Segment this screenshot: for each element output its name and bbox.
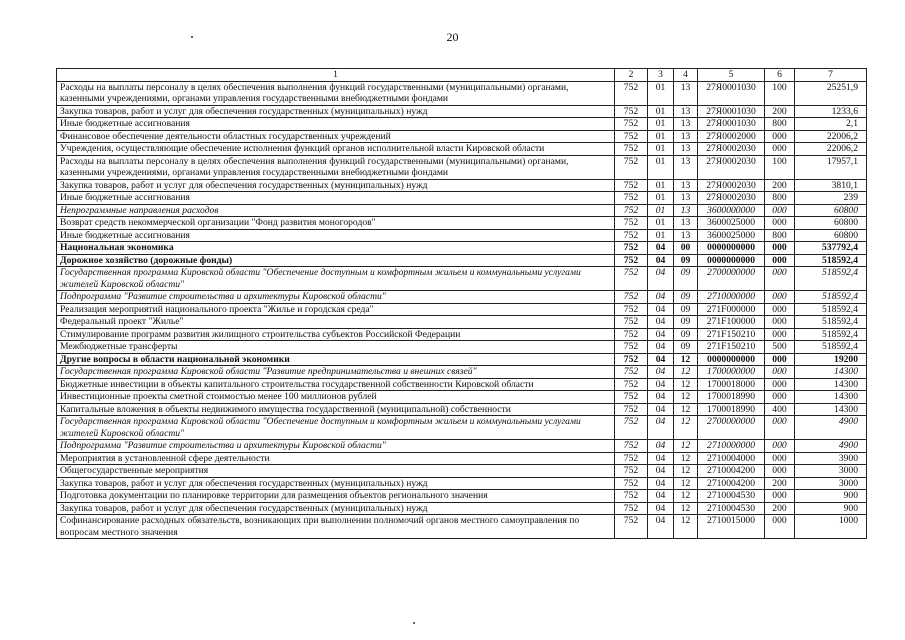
table-body	[57, 69, 867, 539]
table-row	[57, 179, 867, 192]
cell-name: Федеральный проект "Жилье"	[57, 316, 615, 329]
cell-sum: 14300	[795, 378, 867, 391]
cell-sum: 17957,1	[795, 155, 867, 179]
cell-sum: 14300	[795, 366, 867, 379]
cell-name: Расходы на выплаты персоналу в целях обеспечения выполнения функций государственными (муниципальными) органами, казенными учреждениями, органами управления государственными внебюджетными фондами	[57, 81, 615, 105]
cell-sum: 60800	[795, 229, 867, 242]
cell-vr: 000	[765, 452, 795, 465]
cell-name: Государственная программа Кировской области "Обеспечение доступным и комфортным жильем и коммунальными услугами жителей Кировской области"	[57, 416, 615, 440]
cell-rz: 01	[648, 155, 674, 179]
cell-sum: 4900	[795, 416, 867, 440]
cell-pr: 12	[674, 515, 698, 539]
cell-gr: 752	[615, 81, 648, 105]
cell-pr: 12	[674, 490, 698, 503]
table-row	[57, 130, 867, 143]
cell-vr: 000	[765, 242, 795, 255]
table-row	[57, 229, 867, 242]
cell-rz: 04	[648, 440, 674, 453]
cell-rz: 01	[648, 179, 674, 192]
cell-vr: 000	[765, 291, 795, 304]
cell-rz: 04	[648, 490, 674, 503]
cell-sum: 60800	[795, 204, 867, 217]
cell-csr: 0000000000	[698, 254, 765, 267]
cell-csr: 1700000000	[698, 366, 765, 379]
cell-sum: 518592,4	[795, 254, 867, 267]
cell-sum: 3000	[795, 477, 867, 490]
cell-rz: 04	[648, 353, 674, 366]
cell-vr: 000	[765, 143, 795, 156]
cell-rz: 01	[648, 81, 674, 105]
cell-rz: 01	[648, 192, 674, 205]
cell-vr: 200	[765, 179, 795, 192]
cell-vr: 000	[765, 254, 795, 267]
cell-gr: 752	[615, 242, 648, 255]
cell-rz: 04	[648, 341, 674, 354]
cell-name: Закупка товаров, работ и услуг для обеспечения государственных (муниципальных) нужд	[57, 502, 615, 515]
table-row	[57, 515, 867, 539]
table-row	[57, 118, 867, 131]
cell-vr: 000	[765, 416, 795, 440]
cell-csr: 2710015000	[698, 515, 765, 539]
cell-vr: 000	[765, 328, 795, 341]
cell-gr: 752	[615, 502, 648, 515]
cell-csr: 2710004200	[698, 465, 765, 478]
cell-gr: 752	[615, 291, 648, 304]
cell-vr: 500	[765, 341, 795, 354]
cell-pr: 12	[674, 502, 698, 515]
cell-vr: 100	[765, 81, 795, 105]
cell-pr: 13	[674, 130, 698, 143]
cell-rz: 04	[648, 515, 674, 539]
cell-rz: 01	[648, 130, 674, 143]
cell-pr: 13	[674, 155, 698, 179]
cell-rz: 04	[648, 403, 674, 416]
cell-gr: 752	[615, 416, 648, 440]
cell-name: Расходы на выплаты персоналу в целях обеспечения выполнения функций государственными (муниципальными) органами, казенными учреждениями, органами управления государственными внебюджетными фондами	[57, 155, 615, 179]
cell-gr: 752	[615, 217, 648, 230]
cell-csr: 27Я0001030	[698, 118, 765, 131]
table-row	[57, 366, 867, 379]
cell-gr: 752	[615, 316, 648, 329]
table-row	[57, 440, 867, 453]
cell-rz: 04	[648, 303, 674, 316]
cell-gr: 752	[615, 179, 648, 192]
cell-name: Дорожное хозяйство (дорожные фонды)	[57, 254, 615, 267]
cell-rz: 04	[648, 465, 674, 478]
cell-sum: 3000	[795, 465, 867, 478]
cell-csr: 2700000000	[698, 267, 765, 291]
table-row	[57, 452, 867, 465]
cell-name: Учреждения, осуществляющие обеспечение исполнения функций органов исполнительной власти Кировской области	[57, 143, 615, 156]
cell-sum: 518592,4	[795, 267, 867, 291]
cell-gr: 752	[615, 303, 648, 316]
cell-gr: 752	[615, 118, 648, 131]
cell-name: Другие вопросы в области национальной экономики	[57, 353, 615, 366]
cell-sum: 518592,4	[795, 328, 867, 341]
table-row	[57, 353, 867, 366]
cell-csr: 27Я0002000	[698, 130, 765, 143]
cell-sum: 518592,4	[795, 303, 867, 316]
cell-csr: 271F100000	[698, 316, 765, 329]
cell-name: Закупка товаров, работ и услуг для обеспечения государственных (муниципальных) нужд	[57, 105, 615, 118]
table-row	[57, 403, 867, 416]
table-row	[57, 465, 867, 478]
scan-speck	[191, 36, 193, 38]
cell-sum: 60800	[795, 217, 867, 230]
cell-pr: 12	[674, 366, 698, 379]
cell-csr: 27Я0001030	[698, 81, 765, 105]
cell-rz: 04	[648, 378, 674, 391]
cell-vr: 200	[765, 477, 795, 490]
cell-name: Инвестиционные проекты сметной стоимостью менее 100 миллионов рублей	[57, 391, 615, 404]
page-number: 20	[446, 30, 459, 44]
cell-rz: 01	[648, 217, 674, 230]
cell-name: Закупка товаров, работ и услуг для обеспечения государственных (муниципальных) нужд	[57, 179, 615, 192]
table-row	[57, 502, 867, 515]
cell-sum: 900	[795, 502, 867, 515]
cell-vr: 000	[765, 303, 795, 316]
cell-name: Капитальные вложения в объекты недвижимого имущества государственной (муниципальной) собственности	[57, 403, 615, 416]
cell-gr: 752	[615, 143, 648, 156]
cell-pr: 09	[674, 316, 698, 329]
cell-gr: 752	[615, 378, 648, 391]
cell-vr: 800	[765, 229, 795, 242]
cell-vr: 000	[765, 316, 795, 329]
cell-pr: 13	[674, 217, 698, 230]
cell-name: Иные бюджетные ассигнования	[57, 229, 615, 242]
cell-vr: 400	[765, 403, 795, 416]
cell-pr: 13	[674, 81, 698, 105]
cell-name: Национальная экономика	[57, 242, 615, 255]
cell-pr: 12	[674, 391, 698, 404]
cell-name: Стимулирование программ развития жилищного строительства субъектов Российской Федерации	[57, 328, 615, 341]
cell-vr: 000	[765, 465, 795, 478]
cell-name: Подпрограмма "Развитие строительства и архитектуры Кировской области"	[57, 440, 615, 453]
cell-sum: 518592,4	[795, 316, 867, 329]
cell-rz: 01	[648, 204, 674, 217]
cell-pr: 09	[674, 254, 698, 267]
table-row	[57, 155, 867, 179]
header-cell-name: 1	[57, 69, 615, 82]
cell-pr: 09	[674, 291, 698, 304]
cell-csr: 2710000000	[698, 440, 765, 453]
cell-csr: 1700018000	[698, 378, 765, 391]
cell-pr: 09	[674, 303, 698, 316]
cell-sum: 14300	[795, 403, 867, 416]
cell-rz: 01	[648, 143, 674, 156]
cell-name: Софинансирование расходных обязательств, возникающих при выполнении полномочий органов местного самоуправления по вопросам местного значения	[57, 515, 615, 539]
cell-csr: 27Я0002030	[698, 179, 765, 192]
cell-gr: 752	[615, 515, 648, 539]
cell-rz: 04	[648, 254, 674, 267]
table-row	[57, 477, 867, 490]
table-row	[57, 254, 867, 267]
cell-vr: 800	[765, 192, 795, 205]
cell-sum: 900	[795, 490, 867, 503]
table-row	[57, 267, 867, 291]
cell-pr: 12	[674, 477, 698, 490]
table-row	[57, 143, 867, 156]
table-row	[57, 490, 867, 503]
cell-gr: 752	[615, 229, 648, 242]
table-row	[57, 378, 867, 391]
cell-sum: 22006,2	[795, 143, 867, 156]
cell-gr: 752	[615, 403, 648, 416]
cell-rz: 04	[648, 291, 674, 304]
cell-pr: 09	[674, 341, 698, 354]
cell-sum: 2,1	[795, 118, 867, 131]
cell-csr: 271F150210	[698, 341, 765, 354]
cell-rz: 04	[648, 328, 674, 341]
cell-vr: 200	[765, 105, 795, 118]
cell-pr: 13	[674, 192, 698, 205]
cell-rz: 04	[648, 477, 674, 490]
cell-vr: 100	[765, 155, 795, 179]
cell-gr: 752	[615, 155, 648, 179]
cell-gr: 752	[615, 440, 648, 453]
cell-csr: 3600025000	[698, 217, 765, 230]
cell-pr: 13	[674, 179, 698, 192]
cell-gr: 752	[615, 341, 648, 354]
cell-vr: 200	[765, 502, 795, 515]
cell-name: Возврат средств некоммерческой организации "Фонд развития моногородов"	[57, 217, 615, 230]
cell-sum: 25251,9	[795, 81, 867, 105]
cell-csr: 2710004200	[698, 477, 765, 490]
cell-vr: 000	[765, 490, 795, 503]
table-row	[57, 341, 867, 354]
cell-name: Подпрограмма "Развитие строительства и архитектуры Кировской области"	[57, 291, 615, 304]
table-row	[57, 391, 867, 404]
table-row	[57, 316, 867, 329]
cell-rz: 04	[648, 391, 674, 404]
table-row	[57, 328, 867, 341]
cell-name: Межбюджетные трансферты	[57, 341, 615, 354]
cell-rz: 04	[648, 416, 674, 440]
table-row	[57, 204, 867, 217]
table-row	[57, 217, 867, 230]
cell-pr: 00	[674, 242, 698, 255]
cell-gr: 752	[615, 465, 648, 478]
cell-vr: 000	[765, 267, 795, 291]
cell-vr: 000	[765, 515, 795, 539]
cell-gr: 752	[615, 254, 648, 267]
cell-pr: 12	[674, 465, 698, 478]
cell-pr: 13	[674, 118, 698, 131]
cell-name: Финансовое обеспечение деятельности областных государственных учреждений	[57, 130, 615, 143]
cell-csr: 2700000000	[698, 416, 765, 440]
cell-vr: 000	[765, 204, 795, 217]
cell-csr: 27Я0002030	[698, 192, 765, 205]
cell-sum: 19200	[795, 353, 867, 366]
cell-pr: 12	[674, 440, 698, 453]
table-row	[57, 303, 867, 316]
cell-pr: 13	[674, 105, 698, 118]
cell-rz: 01	[648, 118, 674, 131]
cell-gr: 752	[615, 204, 648, 217]
cell-name: Бюджетные инвестиции в объекты капитального строительства государственной собственности Кировской области	[57, 378, 615, 391]
cell-rz: 04	[648, 242, 674, 255]
cell-csr: 27Я0002030	[698, 143, 765, 156]
header-cell-csr: 5	[698, 69, 765, 82]
cell-sum: 3810,1	[795, 179, 867, 192]
table-row	[57, 192, 867, 205]
cell-csr: 271F150210	[698, 328, 765, 341]
cell-sum: 3900	[795, 452, 867, 465]
cell-gr: 752	[615, 192, 648, 205]
cell-sum: 518592,4	[795, 291, 867, 304]
table-row	[57, 291, 867, 304]
cell-sum: 518592,4	[795, 341, 867, 354]
cell-vr: 000	[765, 353, 795, 366]
header-cell-gr: 2	[615, 69, 648, 82]
cell-vr: 000	[765, 440, 795, 453]
cell-gr: 752	[615, 328, 648, 341]
header-cell-sum: 7	[795, 69, 867, 82]
cell-rz: 04	[648, 316, 674, 329]
cell-pr: 09	[674, 267, 698, 291]
cell-rz: 04	[648, 452, 674, 465]
cell-pr: 13	[674, 204, 698, 217]
cell-csr: 271F000000	[698, 303, 765, 316]
table-row	[57, 242, 867, 255]
table-row	[57, 416, 867, 440]
cell-name: Закупка товаров, работ и услуг для обеспечения государственных (муниципальных) нужд	[57, 477, 615, 490]
cell-pr: 13	[674, 229, 698, 242]
cell-sum: 1000	[795, 515, 867, 539]
cell-pr: 12	[674, 403, 698, 416]
cell-pr: 12	[674, 452, 698, 465]
cell-name: Общегосударственные мероприятия	[57, 465, 615, 478]
cell-sum: 239	[795, 192, 867, 205]
header-cell-vr: 6	[765, 69, 795, 82]
cell-sum: 537792,4	[795, 242, 867, 255]
cell-gr: 752	[615, 477, 648, 490]
cell-name: Государственная программа Кировской области "Обеспечение доступным и комфортным жильем и коммунальными услугами жителей Кировской области"	[57, 267, 615, 291]
table-row	[57, 105, 867, 118]
cell-csr: 1700018990	[698, 403, 765, 416]
cell-csr: 27Я0002030	[698, 155, 765, 179]
cell-sum: 1233,6	[795, 105, 867, 118]
header-cell-pr: 4	[674, 69, 698, 82]
cell-name: Подготовка документации по планировке территории для размещения объектов регионального значения	[57, 490, 615, 503]
cell-sum: 14300	[795, 391, 867, 404]
cell-csr: 2710000000	[698, 291, 765, 304]
cell-csr: 1700018990	[698, 391, 765, 404]
cell-name: Реализация мероприятий национального проекта "Жилье и городская среда"	[57, 303, 615, 316]
cell-vr: 000	[765, 366, 795, 379]
cell-name: Государственная программа Кировской области "Развитие предпринимательства и внешних связей"	[57, 366, 615, 379]
scan-speck	[413, 622, 415, 624]
table-header-row	[57, 69, 867, 82]
cell-pr: 12	[674, 416, 698, 440]
cell-pr: 12	[674, 378, 698, 391]
cell-vr: 000	[765, 130, 795, 143]
cell-gr: 752	[615, 490, 648, 503]
cell-pr: 12	[674, 353, 698, 366]
cell-rz: 01	[648, 105, 674, 118]
cell-csr: 0000000000	[698, 353, 765, 366]
cell-gr: 752	[615, 105, 648, 118]
cell-gr: 752	[615, 366, 648, 379]
cell-pr: 13	[674, 143, 698, 156]
cell-csr: 0000000000	[698, 242, 765, 255]
cell-gr: 752	[615, 391, 648, 404]
cell-name: Непрограммные направления расходов	[57, 204, 615, 217]
cell-vr: 000	[765, 391, 795, 404]
cell-rz: 04	[648, 267, 674, 291]
cell-pr: 09	[674, 328, 698, 341]
cell-rz: 04	[648, 366, 674, 379]
cell-gr: 752	[615, 353, 648, 366]
cell-vr: 800	[765, 118, 795, 131]
cell-vr: 000	[765, 378, 795, 391]
cell-csr: 2710004000	[698, 452, 765, 465]
cell-gr: 752	[615, 452, 648, 465]
cell-name: Мероприятия в установленной сфере деятельности	[57, 452, 615, 465]
cell-name: Иные бюджетные ассигнования	[57, 118, 615, 131]
header-cell-rz: 3	[648, 69, 674, 82]
cell-sum: 4900	[795, 440, 867, 453]
budget-table	[56, 68, 867, 539]
cell-gr: 752	[615, 267, 648, 291]
cell-csr: 2710004530	[698, 490, 765, 503]
cell-name: Иные бюджетные ассигнования	[57, 192, 615, 205]
cell-sum: 22006,2	[795, 130, 867, 143]
cell-csr: 2710004530	[698, 502, 765, 515]
cell-csr: 3600025000	[698, 229, 765, 242]
cell-rz: 04	[648, 502, 674, 515]
cell-gr: 752	[615, 130, 648, 143]
cell-csr: 27Я0001030	[698, 105, 765, 118]
cell-rz: 01	[648, 229, 674, 242]
table-row	[57, 81, 867, 105]
cell-vr: 000	[765, 217, 795, 230]
cell-csr: 3600000000	[698, 204, 765, 217]
